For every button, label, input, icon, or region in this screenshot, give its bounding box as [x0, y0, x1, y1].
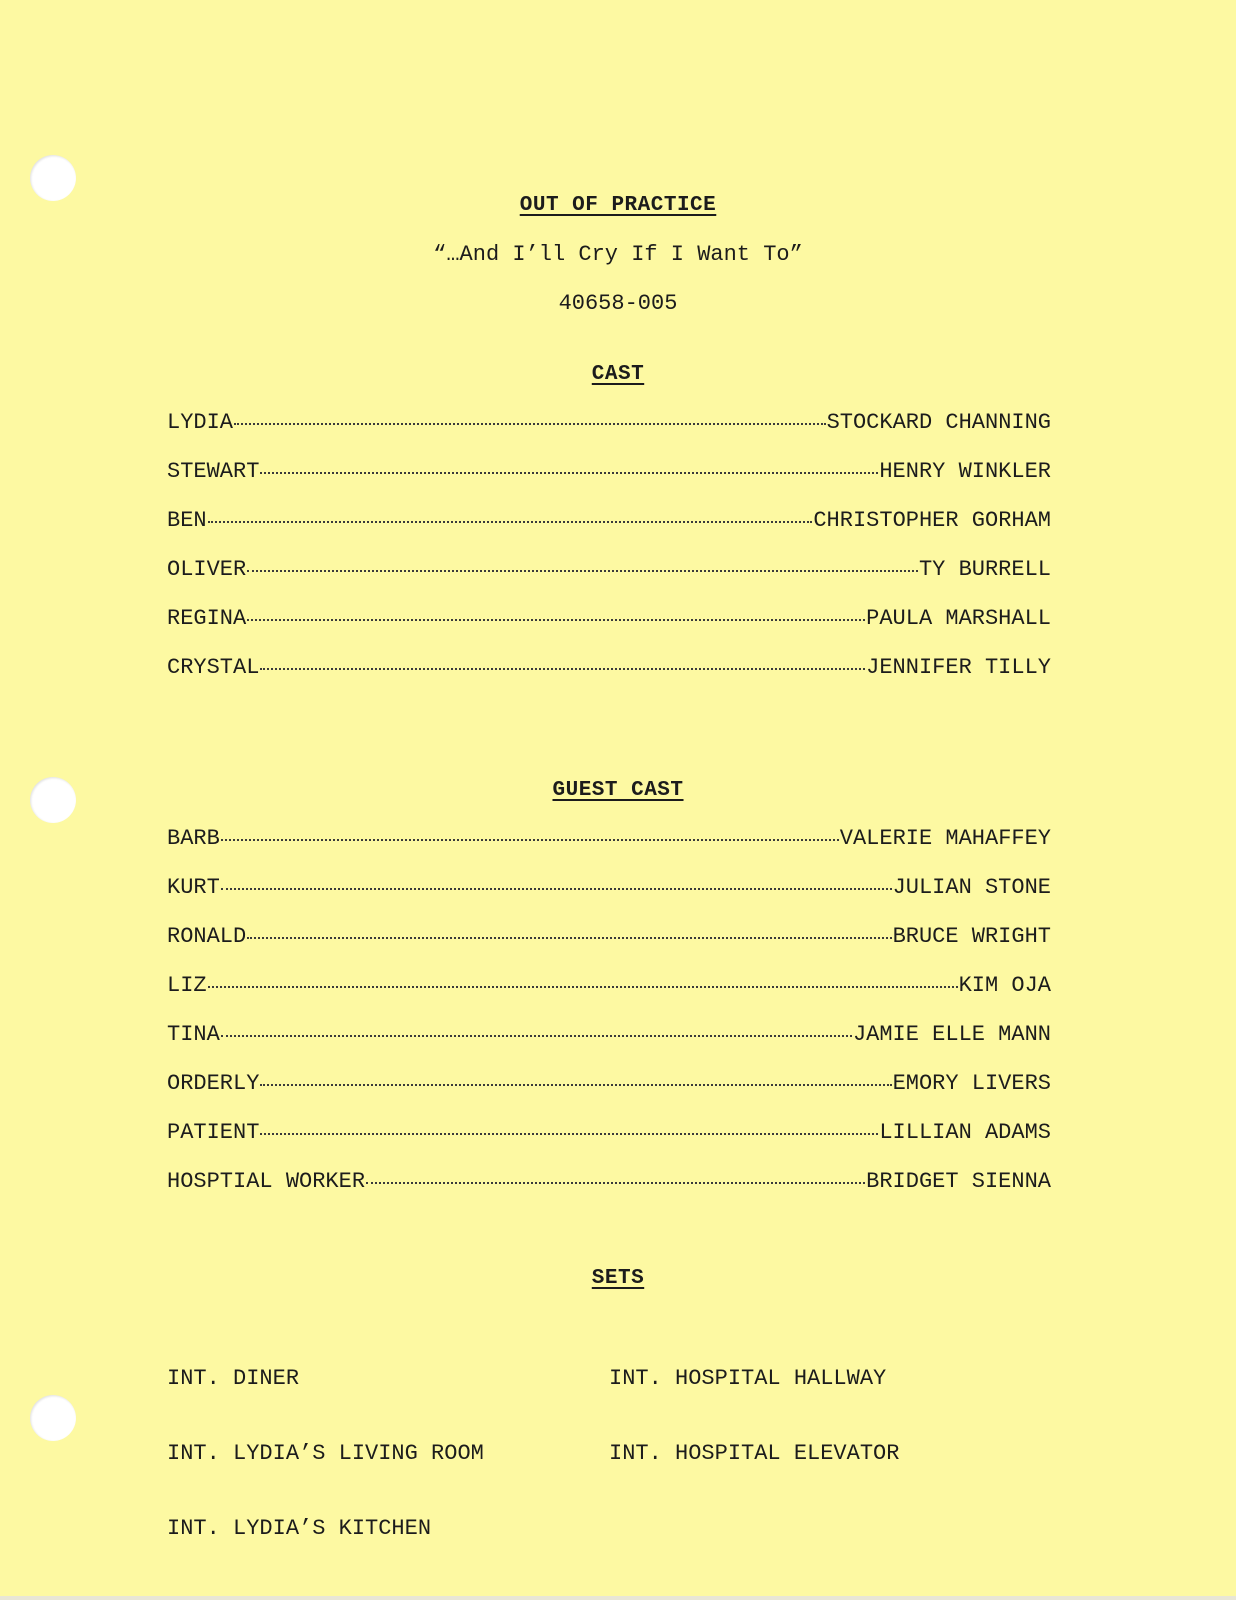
cast-role: KURT — [167, 875, 220, 900]
cast-actor: CHRISTOPHER GORHAM — [813, 508, 1051, 533]
cast-row — [167, 655, 1051, 683]
dot-leader — [260, 1133, 878, 1135]
dot-leader — [234, 423, 826, 425]
guest-cast-row — [167, 924, 1051, 952]
binder-hole-bottom — [30, 1395, 76, 1441]
sets-list-left — [167, 1316, 484, 1591]
cast-actor: JENNIFER TILLY — [866, 655, 1051, 680]
set-item: INT. HOSPITAL ELEVATOR — [609, 1441, 900, 1466]
cast-row — [167, 410, 1051, 438]
cast-actor: VALERIE MAHAFFEY — [839, 826, 1051, 851]
dot-leader — [208, 521, 813, 523]
cast-row — [167, 508, 1051, 536]
cast-actor: BRIDGET SIENNA — [866, 1169, 1051, 1194]
sets-heading: SETS — [591, 1267, 645, 1290]
cast-role: BEN — [167, 508, 207, 533]
cast-role: BARB — [167, 826, 220, 851]
guest-cast-row — [167, 1071, 1051, 1099]
dot-leader — [247, 937, 891, 939]
dot-leader — [260, 668, 865, 670]
dot-leader — [247, 570, 918, 572]
dot-leader — [221, 1035, 852, 1037]
dot-leader — [208, 986, 958, 988]
guest-cast-row — [167, 875, 1051, 903]
cast-actor: JULIAN STONE — [892, 875, 1051, 900]
cast-role: OLIVER — [167, 557, 247, 582]
cast-role: STEWART — [167, 459, 260, 484]
cast-role: REGINA — [167, 606, 247, 631]
cast-role: HOSPTIAL WORKER — [167, 1169, 366, 1194]
dot-leader — [260, 1084, 891, 1086]
cast-row — [167, 459, 1051, 487]
guest-cast-row — [167, 973, 1051, 1001]
cast-actor: STOCKARD CHANNING — [826, 410, 1051, 435]
guest-cast-row — [167, 1022, 1051, 1050]
episode-title: “…And I’ll Cry If I Want To” — [433, 242, 803, 267]
guest-cast-row — [167, 1120, 1051, 1148]
dot-leader — [366, 1182, 865, 1184]
dot-leader — [221, 839, 839, 841]
cast-row — [167, 557, 1051, 585]
set-item: INT. LYDIA’S KITCHEN — [167, 1516, 432, 1541]
guest-cast-row — [167, 1169, 1051, 1197]
set-item: INT. DINER — [167, 1366, 300, 1391]
episode-number: 40658-005 — [558, 291, 678, 316]
cast-actor: LILLIAN ADAMS — [879, 1120, 1051, 1145]
cast-actor: TY BURRELL — [918, 557, 1051, 582]
cast-role: PATIENT — [167, 1120, 260, 1145]
show-title: OUT OF PRACTICE — [519, 194, 717, 217]
cast-role: TINA — [167, 1022, 220, 1047]
guest-cast-heading: GUEST CAST — [552, 779, 684, 802]
cast-role: LIZ — [167, 973, 207, 998]
cast-actor: KIM OJA — [958, 973, 1051, 998]
cast-role: RONALD — [167, 924, 247, 949]
dot-leader — [260, 472, 878, 474]
cast-actor: PAULA MARSHALL — [866, 606, 1051, 631]
set-item: INT. LYDIA’S LIVING ROOM — [167, 1441, 484, 1466]
cast-role: ORDERLY — [167, 1071, 260, 1096]
cast-role: LYDIA — [167, 410, 234, 435]
page-bottom-edge — [0, 1596, 1236, 1600]
set-item: INT. HOSPITAL HALLWAY — [609, 1366, 887, 1391]
cast-row — [167, 606, 1051, 634]
cast-actor: EMORY LIVERS — [892, 1071, 1051, 1096]
cast-actor: HENRY WINKLER — [879, 459, 1051, 484]
cast-actor: JAMIE ELLE MANN — [852, 1022, 1051, 1047]
guest-cast-row — [167, 826, 1051, 854]
cast-role: CRYSTAL — [167, 655, 260, 680]
sets-list-right — [609, 1316, 899, 1516]
dot-leader — [247, 619, 865, 621]
cast-heading: CAST — [591, 363, 645, 386]
cast-actor: BRUCE WRIGHT — [892, 924, 1051, 949]
dot-leader — [221, 888, 892, 890]
